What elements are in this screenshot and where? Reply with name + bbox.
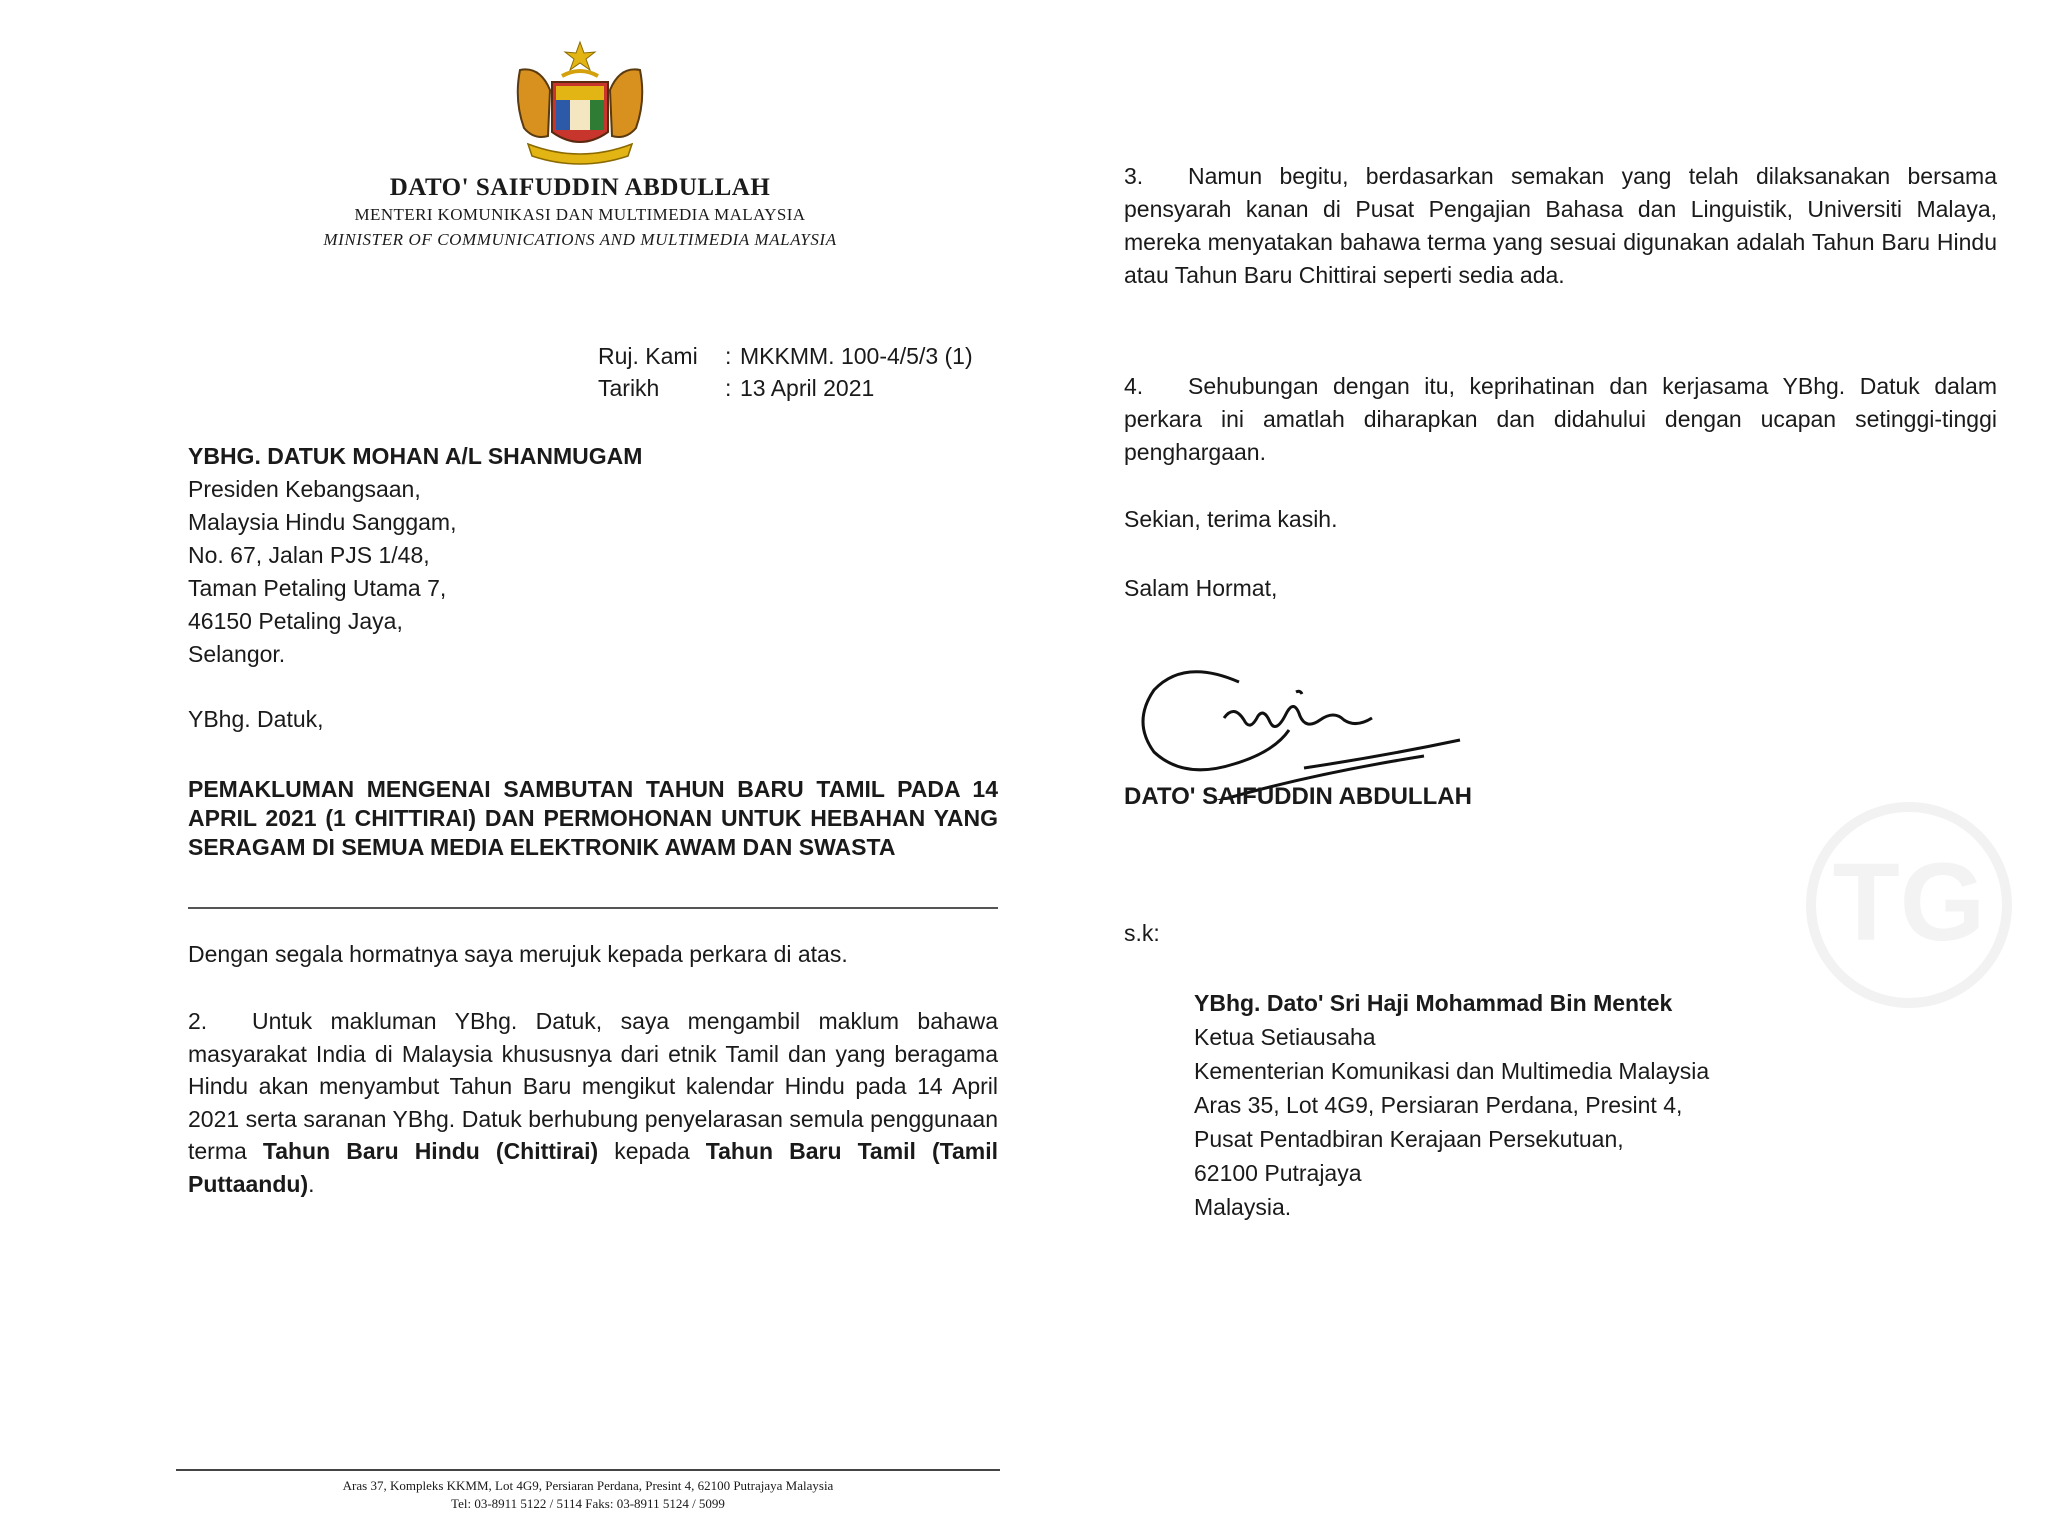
cc-recipient bbox=[1194, 990, 1994, 1228]
address-line: No. 67, Jalan PJS 1/48, bbox=[188, 542, 430, 568]
footer-divider bbox=[176, 1469, 1000, 1471]
closing-thanks: Sekian, terima kasih. bbox=[1124, 506, 1338, 532]
recipient-name: YBHG. DATUK MOHAN A/L SHANMUGAM bbox=[188, 443, 643, 469]
cc-label: s.k: bbox=[1124, 920, 1160, 946]
paragraph-3 bbox=[1124, 160, 1997, 292]
cc-line: 62100 Putrajaya bbox=[1194, 1160, 1362, 1186]
date-value: 13 April 2021 bbox=[740, 375, 875, 401]
signatory-name: DATO' SAIFUDDIN ABDULLAH bbox=[1124, 783, 1472, 810]
cc-line: Malaysia. bbox=[1194, 1194, 1292, 1220]
paragraph-2-connector: kepada bbox=[614, 1138, 690, 1164]
cc-line: Pusat Pentadbiran Kerajaan Persekutuan, bbox=[1194, 1126, 1624, 1152]
letterhead-title-ms: MENTERI KOMUNIKASI DAN MULTIMEDIA MALAYSIA bbox=[354, 205, 806, 224]
term-old: Tahun Baru Hindu (Chittirai) bbox=[262, 1138, 599, 1164]
cc-name: YBhg. Dato' Sri Haji Mohammad Bin Mentek bbox=[1194, 990, 1673, 1016]
paragraph-1: Dengan segala hormatnya saya merujuk kepada perkara di atas. bbox=[188, 941, 848, 967]
cc-line: Aras 35, Lot 4G9, Persiaran Perdana, Presint 4, bbox=[1194, 1092, 1683, 1118]
paragraph-number: 4. bbox=[1124, 373, 1144, 399]
closing-regards: Salam Hormat, bbox=[1124, 575, 1278, 601]
cc-line: Kementerian Komunikasi dan Multimedia Malaysia bbox=[1194, 1058, 1710, 1084]
address-line: Presiden Kebangsaan, bbox=[188, 476, 421, 502]
recipient-address bbox=[188, 440, 808, 671]
letterhead-title-en: MINISTER OF COMMUNICATIONS AND MULTIMEDIA MALAYSIA bbox=[323, 230, 837, 249]
reference-label: Ruj. Kami bbox=[598, 343, 698, 369]
reference-separator: : bbox=[725, 343, 732, 369]
paragraph-4-text: Sehubungan dengan itu, keprihatinan dan kerjasama YBhg. Datuk dalam perkara ini amatlah diharapkan dan didahului dengan ucapan setinggi-tinggi penghargaan. bbox=[1124, 373, 1997, 465]
paragraph-4 bbox=[1124, 370, 1997, 469]
address-line: Selangor. bbox=[188, 641, 286, 667]
address-line: 46150 Petaling Jaya, bbox=[188, 608, 403, 634]
footer-address: Aras 37, Kompleks KKMM, Lot 4G9, Persiaran Perdana, Presint 4, 62100 Putrajaya Malaysia bbox=[342, 1478, 834, 1493]
paragraph-2-end: . bbox=[308, 1170, 315, 1197]
address-line: Malaysia Hindu Sanggam, bbox=[188, 509, 457, 535]
subject-underline bbox=[188, 907, 998, 909]
letter-subject: PEMAKLUMAN MENGENAI SAMBUTAN TAHUN BARU TAMIL PADA 14 APRIL 2021 (1 CHITTIRAI) DAN PERMOHONAN UNTUK HEBAHAN YANG SERAGAM DI SEMUA MEDIA ELEKTRONIK AWAM DAN SWASTA bbox=[188, 776, 998, 860]
malaysia-coat-of-arms-icon bbox=[500, 40, 660, 170]
term-new: Tahun Baru Tamil (Tamil Puttaandu) bbox=[188, 1138, 999, 1197]
date-separator: : bbox=[725, 375, 732, 401]
handwritten-signature-icon bbox=[1124, 660, 1484, 800]
date-label: Tarikh bbox=[598, 375, 660, 401]
salutation: YBhg. Datuk, bbox=[188, 706, 324, 732]
address-line: Taman Petaling Utama 7, bbox=[188, 575, 447, 601]
svg-text:TG: TG bbox=[1832, 841, 1986, 964]
footer-contact: Tel: 03-8911 5122 / 5114 Faks: 03-8911 5124 / 5099 bbox=[451, 1496, 725, 1511]
letter-page-2 bbox=[1024, 0, 2048, 1532]
paragraph-2-text: Untuk makluman YBhg. Datuk, saya mengambil maklum bahawa masyarakat India di Malaysia khususnya dari etnik Tamil dan yang beragama Hindu akan menyambut Tahun Baru mengikut kalendar Hindu pada 14 April 2021 serta saranan YBhg. Datuk berhubung penyelarasan semula penggunaan terma bbox=[188, 1008, 998, 1164]
paragraph-number: 2. bbox=[188, 1008, 208, 1034]
reference-value: MKKMM. 100-4/5/3 (1) bbox=[740, 343, 973, 369]
tg-watermark-icon bbox=[1804, 800, 2014, 1010]
paragraph-3-text: Namun begitu, berdasarkan semakan yang telah dilaksanakan bersama pensyarah kanan di Pusat Pengajian Bahasa dan Linguistik, Universiti Malaya, mereka menyatakan bahawa terma yang sesuai digunakan adalah Tahun Baru Hindu atau Tahun Baru Chittirai seperti sedia ada. bbox=[1124, 163, 1997, 288]
paragraph-2 bbox=[188, 1005, 998, 1200]
letterhead-name: DATO' SAIFUDDIN ABDULLAH bbox=[389, 174, 771, 201]
cc-line: Ketua Setiausaha bbox=[1194, 1024, 1376, 1050]
paragraph-number: 3. bbox=[1124, 163, 1144, 189]
